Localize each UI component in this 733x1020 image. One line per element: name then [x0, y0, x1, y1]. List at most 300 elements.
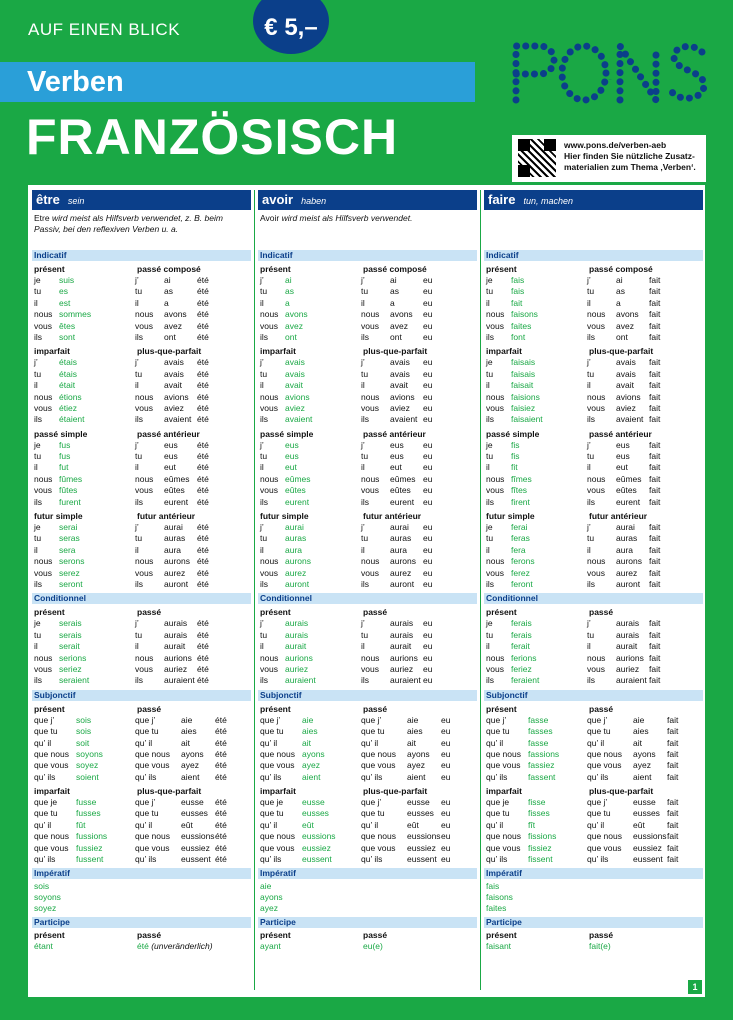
tense-heading: imparfait [486, 346, 522, 357]
verb-form: es [59, 286, 68, 297]
section-imperatif: Impératif [484, 868, 703, 879]
tense-heading: futur simple [486, 511, 535, 522]
pronoun: qu’ il [486, 737, 504, 748]
auxiliary-form: aurais [390, 629, 414, 640]
pronoun: qu’ ils [260, 771, 282, 782]
conjugation-row [361, 854, 464, 865]
pronoun: ils [260, 578, 269, 589]
verb-form: ferions [511, 652, 537, 663]
conjugation-row [135, 533, 238, 544]
auxiliary-form: auront [164, 578, 189, 589]
conjugation-row [587, 641, 690, 652]
past-participle: fait [649, 275, 661, 285]
verb-form: fissent [528, 854, 553, 865]
auxiliary-form: eut [164, 462, 176, 473]
pronoun: vous [361, 567, 379, 578]
auxiliary-form: eûmes [390, 473, 416, 484]
pronoun: vous [486, 402, 504, 413]
verb-form: sommes [59, 309, 92, 320]
pronoun: ils [135, 496, 144, 507]
verb-form: fis [511, 439, 520, 450]
past-participle: été [215, 808, 227, 819]
conjugation-row [484, 641, 587, 652]
conjugation-row [361, 451, 464, 462]
conjugation-row [587, 440, 690, 451]
conjugation-row [587, 403, 690, 414]
auxiliary-form: ont [390, 331, 402, 342]
past-participle: eu [423, 380, 433, 391]
pronoun: il [260, 462, 264, 473]
past-participle: eu [441, 726, 451, 737]
auxiliary-form: avaient [164, 414, 192, 425]
participle-past: été [137, 941, 149, 952]
pronoun: j’ [260, 439, 264, 450]
tense-pair [32, 264, 251, 343]
conjugation-row [587, 522, 690, 533]
conjugation-row [32, 286, 135, 297]
conjugation-row [484, 451, 587, 462]
pronoun: ils [260, 675, 269, 686]
past-participle: eu [441, 808, 451, 819]
verb-column-etre [32, 190, 251, 952]
conjugation-row [484, 392, 587, 403]
auxiliary-form: as [164, 286, 173, 297]
conjugation-row [135, 414, 238, 425]
past-participle: fait [667, 819, 679, 830]
pronoun: ils [361, 675, 370, 686]
pronoun: que tu [34, 808, 58, 819]
past-participle: fait [649, 533, 661, 544]
conjugation-row [32, 641, 135, 652]
pronoun: nous [135, 556, 154, 567]
conjugation-row [484, 726, 587, 737]
auxiliary-form: aurait [616, 641, 638, 652]
section-conditionnel: Conditionnel [258, 593, 477, 604]
past-participle: eu [423, 675, 433, 686]
tense-cond [484, 607, 587, 686]
pronoun: j’ [587, 275, 591, 285]
pronoun: que nous [361, 748, 396, 759]
pronoun: qu’ il [135, 737, 153, 748]
past-participle: été [215, 831, 227, 842]
participle-past: fait(e) [589, 941, 611, 952]
past-participle: eu [423, 641, 433, 652]
past-participle: fait [649, 357, 661, 368]
participle-past-heading: passé [137, 930, 162, 941]
pronoun: que tu [587, 726, 611, 737]
conjugation-row [587, 392, 690, 403]
pronoun: qu’ il [587, 819, 605, 830]
tense-heading: imparfait [34, 786, 70, 797]
past-participle: fait [649, 391, 661, 402]
verb-form: est [59, 297, 71, 308]
conjugation-row [361, 618, 464, 629]
auxiliary-form: avaient [390, 414, 418, 425]
past-participle: été [197, 675, 209, 686]
pronoun: nous [135, 652, 154, 663]
conjugation-row [32, 726, 135, 737]
verb-form: feriez [511, 663, 532, 674]
past-participle: été [215, 748, 227, 759]
conjugation-row [258, 392, 361, 403]
pronoun: j’ [587, 357, 591, 368]
conjugation-row [587, 843, 690, 854]
auxiliary-form: as [616, 286, 625, 297]
pronoun: nous [361, 473, 380, 484]
past-participle: été [197, 331, 209, 342]
verb-form: fera [511, 544, 526, 555]
tense-heading: présent [486, 703, 517, 714]
pronoun: tu [34, 368, 42, 379]
auxiliary-form: eût [633, 819, 645, 830]
past-participle: eu [441, 760, 451, 771]
verb-form: fisses [528, 808, 550, 819]
auxiliary-form: ont [616, 331, 628, 342]
past-participle: été [197, 522, 209, 533]
auxiliary-form: aurai [390, 522, 409, 533]
verb-form: étaient [59, 414, 85, 425]
tense-subj_present [484, 704, 587, 783]
verb-form: étions [59, 391, 82, 402]
pronoun: ils [260, 414, 269, 425]
auxiliary-form: eus [616, 451, 630, 462]
conjugation-row [32, 414, 135, 425]
verb-form: ferons [511, 556, 535, 567]
pronoun: il [361, 380, 365, 391]
imperative-forms [32, 881, 251, 914]
verb-form: faisiez [511, 402, 536, 413]
verb-form: auront [285, 578, 310, 589]
past-participle: été [197, 297, 209, 308]
conjugation-row [587, 831, 690, 842]
pronoun: je [486, 439, 493, 450]
auxiliary-form: ayons [407, 748, 430, 759]
pronoun: tu [34, 533, 42, 544]
tense-pair [484, 786, 703, 865]
verb-form: eut [285, 462, 297, 473]
pronoun: que je [34, 797, 58, 808]
section-conditionnel: Conditionnel [484, 593, 703, 604]
tense-heading: présent [260, 264, 291, 274]
conjugation-row [32, 533, 135, 544]
tense-pair [258, 786, 477, 865]
past-participle: été [197, 286, 209, 297]
verb-form: aurais [285, 618, 309, 629]
auxiliary-form: eurent [164, 496, 189, 507]
past-participle: été [215, 737, 227, 748]
past-participle: eu [423, 275, 433, 285]
tense-subj_imparfait [258, 786, 361, 865]
past-participle: fait [649, 522, 661, 533]
conjugation-row [32, 369, 135, 380]
pronoun: vous [34, 320, 52, 331]
tense-cp_aux [361, 607, 464, 686]
auxiliary-form: aurions [164, 652, 192, 663]
verb-form: serai [59, 522, 78, 533]
tense-heading: passé composé [589, 264, 653, 274]
conjugation-row [32, 854, 135, 865]
pronoun: il [135, 544, 139, 555]
verb-form: étiez [59, 402, 77, 413]
past-participle: fait [649, 473, 661, 484]
conjugation-row [587, 321, 690, 332]
conjugation-row [32, 451, 135, 462]
verb-name: avoir [262, 192, 294, 207]
conjugation-row [32, 497, 135, 508]
auxiliary-form: avait [164, 380, 182, 391]
past-participle: fait [649, 309, 661, 320]
conjugation-row [135, 772, 238, 783]
tense-heading: passé [363, 703, 388, 714]
pronoun: que tu [135, 726, 159, 737]
verb-form: auraient [285, 675, 316, 686]
conjugation-row [258, 533, 361, 544]
pronoun: il [587, 462, 591, 473]
auxiliary-form: avions [164, 391, 189, 402]
verb-form: serons [59, 556, 85, 567]
tense-heading: passé antérieur [589, 428, 652, 439]
conjugation-row [258, 556, 361, 567]
tense-heading: plus-que-parfait [137, 346, 202, 357]
conjugation-row [135, 820, 238, 831]
verb-form: êtes [59, 320, 76, 331]
verb-form: eussiez [302, 842, 331, 853]
pronoun: il [34, 462, 38, 473]
conjugation-row [484, 522, 587, 533]
imperative-form: soyez [34, 903, 57, 914]
conjugation-row [484, 579, 587, 590]
tense-heading: passé simple [486, 428, 540, 439]
pronoun: vous [587, 567, 605, 578]
pronoun: qu’ il [34, 737, 52, 748]
conjugation-row [135, 462, 238, 473]
pronoun: ils [486, 414, 495, 425]
conjugation-row [135, 321, 238, 332]
verb-form: eussent [302, 854, 332, 865]
pronoun: nous [135, 309, 154, 320]
auxiliary-form: eus [390, 439, 404, 450]
verb-form: fasses [528, 726, 553, 737]
participle-past-cell [135, 941, 238, 952]
auxiliary-form: aviez [616, 402, 636, 413]
auxiliary-form: a [390, 297, 395, 308]
verb-form: avez [285, 320, 303, 331]
past-participle: eu [423, 320, 433, 331]
pronoun: il [34, 297, 38, 308]
pronoun: j’ [260, 522, 264, 533]
past-participle: été [197, 402, 209, 413]
verb-form: fut [59, 462, 69, 473]
verb-form: étais [59, 357, 77, 368]
conjugation-row [587, 275, 690, 286]
conjugation-row [484, 332, 587, 343]
imperative-form: sois [34, 881, 50, 892]
past-participle: eu [441, 771, 451, 782]
pronoun: qu’ il [34, 819, 52, 830]
pronoun: nous [260, 473, 279, 484]
tense-heading: futur antérieur [137, 511, 196, 522]
past-participle: été [197, 368, 209, 379]
pronoun: que j’ [486, 714, 507, 725]
past-participle: fait [649, 439, 661, 450]
verb-form: ai [285, 275, 292, 285]
section-indicatif: Indicatif [32, 250, 251, 261]
past-participle: eu [423, 556, 433, 567]
pronoun: tu [361, 368, 369, 379]
auxiliary-form: aurons [390, 556, 416, 567]
pronoun: nous [260, 556, 279, 567]
pronoun: qu’ il [361, 819, 379, 830]
pronoun: tu [587, 533, 595, 544]
column-divider [254, 190, 255, 990]
past-participle: été [215, 854, 227, 865]
pronoun: nous [361, 309, 380, 320]
conjugation-row [587, 618, 690, 629]
conjugation-row [587, 568, 690, 579]
verb-form: seraient [59, 675, 90, 686]
pronoun: ils [34, 414, 43, 425]
verb-form: fasse [528, 714, 549, 725]
past-participle: été [215, 819, 227, 830]
conjugation-row [258, 618, 361, 629]
auxiliary-form: eûtes [616, 485, 637, 496]
auxiliary-form: eussions [633, 831, 667, 842]
conjugation-row [32, 738, 135, 749]
tense-imparfait [258, 346, 361, 425]
verb-form: aura [285, 544, 303, 555]
auxiliary-form: eut [390, 462, 402, 473]
pronoun: tu [260, 533, 268, 544]
past-participle: été [215, 760, 227, 771]
auxiliary-form: eusses [633, 808, 660, 819]
conjugation-row [587, 653, 690, 664]
section-imperatif: Impératif [32, 868, 251, 879]
conjugation-row [258, 664, 361, 675]
past-participle: fait [667, 760, 679, 771]
participle-note: (unveränderlich) [148, 941, 213, 952]
auxiliary-form: avais [390, 368, 410, 379]
tense-heading: futur antérieur [363, 511, 422, 522]
conjugation-row [135, 556, 238, 567]
past-participle: été [197, 556, 209, 567]
past-participle: été [215, 797, 227, 808]
past-participle: eu [441, 819, 451, 830]
past-participle: eu [423, 286, 433, 297]
verb-form: ait [302, 737, 311, 748]
tense-heading: présent [260, 703, 291, 714]
conjugation-row [135, 497, 238, 508]
note-verb: Avoir [260, 213, 280, 223]
pronoun: nous [34, 556, 53, 567]
conjugation-row [32, 772, 135, 783]
pronoun: que vous [361, 760, 396, 771]
pronoun: vous [34, 485, 52, 496]
tense-heading: plus-que-parfait [137, 786, 202, 797]
pronoun: que nous [486, 748, 521, 759]
auxiliary-form: eut [616, 462, 628, 473]
participle-heading-row [258, 930, 477, 941]
verb-column-faire [484, 190, 703, 952]
tense-pa_aux [587, 429, 690, 508]
pronoun: que nous [361, 831, 396, 842]
pronoun: j’ [135, 275, 139, 285]
conjugation-row [361, 533, 464, 544]
conjugation-row [135, 357, 238, 368]
verb-name: faire [488, 192, 516, 207]
auxiliary-form: auriez [390, 663, 414, 674]
pronoun: qu’ ils [34, 771, 56, 782]
qr-code-icon[interactable] [518, 139, 556, 177]
conjugation-row [587, 797, 690, 808]
conjugation-row [361, 321, 464, 332]
pronoun: vous [260, 485, 278, 496]
verb-form: fisse [528, 797, 546, 808]
pronoun: tu [34, 629, 42, 640]
pronoun: que nous [486, 831, 521, 842]
qr-url[interactable]: www.pons.de/verben-aeb [564, 140, 667, 150]
tense-cp_aux [587, 607, 690, 686]
conjugation-row [484, 772, 587, 783]
tense-subj_present [258, 704, 361, 783]
conjugation-row [361, 497, 464, 508]
pronoun: nous [34, 473, 53, 484]
pronoun: que vous [135, 842, 170, 853]
conjugation-row [361, 357, 464, 368]
pronoun: que vous [587, 842, 622, 853]
pronoun: il [260, 641, 264, 652]
participle-heading-row [32, 930, 251, 941]
verb-form: fassiez [528, 760, 555, 771]
pronoun: nous [486, 309, 505, 320]
auxiliary-form: aurai [164, 522, 183, 533]
pronoun: vous [587, 402, 605, 413]
tense-futur [484, 511, 587, 590]
tense-present [484, 264, 587, 343]
pronoun: j’ [135, 618, 139, 629]
verb-form: auriez [285, 663, 309, 674]
past-participle: fait [649, 578, 661, 589]
participle-present-heading: présent [260, 930, 291, 941]
tense-pair [484, 607, 703, 686]
conjugation-row [135, 715, 238, 726]
pronoun: nous [361, 556, 380, 567]
verb-form: avait [285, 380, 303, 391]
conjugation-row [258, 738, 361, 749]
pronoun: il [587, 297, 591, 308]
pronoun: j’ [260, 618, 264, 629]
auxiliary-form: eûtes [390, 485, 411, 496]
qr-info-box [512, 135, 706, 182]
auxiliary-form: eût [181, 819, 193, 830]
conjugation-row [361, 831, 464, 842]
past-participle: eu [423, 402, 433, 413]
conjugation-row [135, 760, 238, 771]
tense-pair [258, 429, 477, 508]
auxiliary-form: avions [616, 391, 641, 402]
conjugation-row [361, 843, 464, 854]
tense-heading: présent [34, 607, 65, 618]
conjugation-row [32, 462, 135, 473]
auxiliary-form: avons [390, 309, 413, 320]
conjugation-row [484, 380, 587, 391]
past-participle: eu [423, 663, 433, 674]
pronoun: il [587, 544, 591, 555]
auxiliary-form: avez [164, 320, 182, 331]
tense-passe_simple [258, 429, 361, 508]
auxiliary-form: ayez [181, 760, 199, 771]
conjugation-row [484, 357, 587, 368]
conjugation-row [361, 772, 464, 783]
